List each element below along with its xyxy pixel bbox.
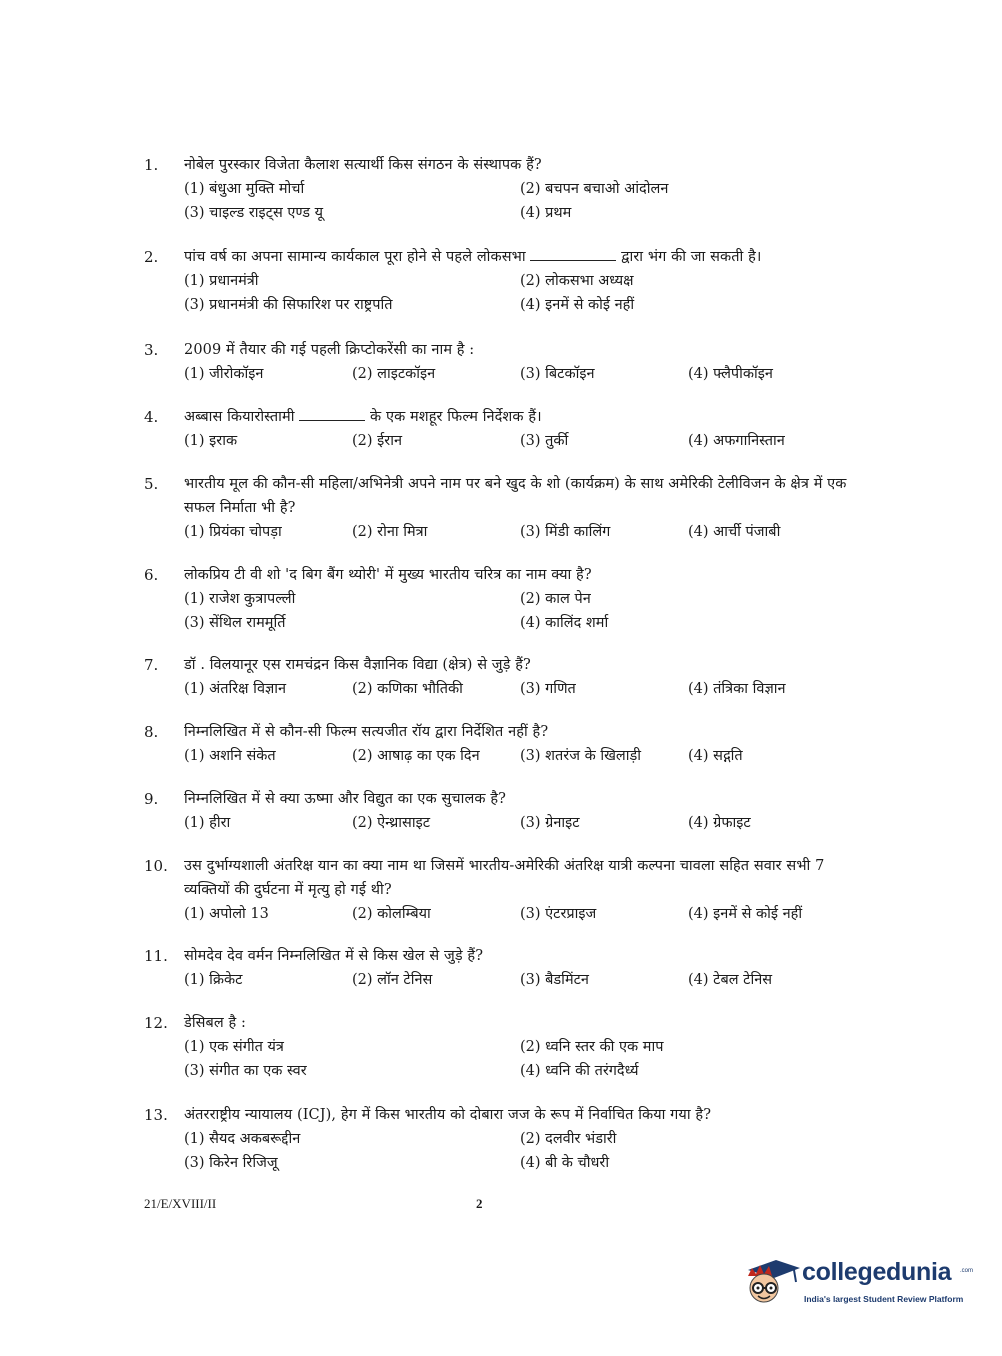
option-4: (4) ध्वनि की तरंगदैर्ध्य <box>520 1063 639 1079</box>
question-text: सोमदेव देव वर्मन निम्नलिखित में से किस खेल से जुड़े हैं? <box>184 948 484 964</box>
option-3: (3) किरेन रिजिजू <box>184 1155 278 1171</box>
collegedunia-watermark <box>742 1252 972 1314</box>
option-2: (2) लाइटकॉइन <box>352 366 436 382</box>
student-mascot-icon <box>742 1252 802 1312</box>
brand-dotcom: .com <box>960 1268 974 1274</box>
option-4: (4) कालिंद शर्मा <box>520 615 609 631</box>
option-3: (3) संगीत का एक स्वर <box>184 1063 307 1079</box>
option-1: (1) बंधुआ मुक्ति मोर्चा <box>184 181 305 197</box>
question-text: भारतीय मूल की कौन-सी महिला/अभिनेत्री अपने नाम पर बने खुद के शो (कार्यक्रम) के साथ अमेरिकी टेलीविजन के क्षेत्र में एक सफल निर्माता भी है? <box>184 476 847 516</box>
question-text: उस दुर्भाग्यशाली अंतरिक्ष यान का क्या नाम था जिसमें भारतीय-अमेरिकी अंतरिक्ष यात्री कल्पना चावला सहित सवार सभी 7 व्यक्तियों की दुर्घटना में मृत्यु हो गई थी? <box>184 858 825 898</box>
question-5 <box>144 472 864 544</box>
option-4: (4) बी के चौधरी <box>520 1155 610 1171</box>
question-number: 2. <box>144 248 159 266</box>
option-3: (3) शतरंज के खिलाड़ी <box>520 748 642 764</box>
option-1: (1) प्रियंका चोपड़ा <box>184 524 282 540</box>
question-9 <box>144 787 864 835</box>
question-text: निम्नलिखित में से कौन-सी फिल्म सत्यजीत रॉय द्वारा निर्देशित नहीं है? <box>184 724 549 740</box>
option-3: (3) सेंथिल राममूर्ति <box>184 615 286 631</box>
question-1 <box>144 153 864 225</box>
option-4: (4) ग्रेफाइट <box>688 815 751 831</box>
question-number: 8. <box>144 723 159 741</box>
question-text: अंतरराष्ट्रीय न्यायालय (ICJ), हेग में किस भारतीय को दोबारा जज के रूप में निर्वाचित किया गया है? <box>184 1107 712 1123</box>
question-text-before-blank: अब्बास कियारोस्तामी <box>184 409 295 425</box>
question-text: निम्नलिखित में से क्या ऊष्मा और विद्युत का एक सुचालक है? <box>184 791 507 807</box>
option-3: (3) गणित <box>520 681 576 697</box>
option-4: (4) फ्लैपीकॉइन <box>688 366 773 382</box>
question-text: लोकप्रिय टी वी शो 'द बिग बैंग थ्योरी' में मुख्य भारतीय चरित्र का नाम क्या है? <box>184 567 592 583</box>
question-13 <box>144 1103 864 1175</box>
option-3: (3) तुर्की <box>520 433 569 449</box>
option-1: (1) अशनि संकेत <box>184 748 276 764</box>
question-number: 4. <box>144 408 159 426</box>
question-number: 6. <box>144 566 159 584</box>
question-2 <box>144 245 864 317</box>
option-1: (1) इराक <box>184 433 238 449</box>
question-number: 12. <box>144 1014 168 1032</box>
question-7 <box>144 653 864 701</box>
option-4: (4) इनमें से कोई नहीं <box>688 906 803 922</box>
option-2: (2) कणिका भौतिकी <box>352 681 463 697</box>
option-4: (4) इनमें से कोई नहीं <box>520 297 635 313</box>
question-11 <box>144 944 864 992</box>
option-3: (3) बैडमिंटन <box>520 972 589 988</box>
brand-name: collegedunia <box>802 1258 952 1286</box>
option-1: (1) क्रिकेट <box>184 972 243 988</box>
option-2: (2) लोकसभा अध्यक्ष <box>520 273 634 289</box>
option-4: (4) तंत्रिका विज्ञान <box>688 681 786 697</box>
question-12 <box>144 1011 864 1083</box>
question-text <box>184 245 864 269</box>
question-text: डॉ . विलयानूर एस रामचंद्रन किस वैज्ञानिक विद्या (क्षेत्र) से जुड़े हैं? <box>184 657 531 673</box>
question-8 <box>144 720 864 768</box>
paper-code: 21/E/XVIII/II <box>144 1196 217 1211</box>
option-3: (3) प्रधानमंत्री की सिफारिश पर राष्ट्रपति <box>184 297 393 313</box>
question-3 <box>144 338 864 386</box>
option-1: (1) प्रधानमंत्री <box>184 273 259 289</box>
option-2: (2) काल पेन <box>520 591 591 607</box>
option-2: (2) ध्वनि स्तर की एक माप <box>520 1039 664 1055</box>
page-number: 2 <box>476 1196 483 1211</box>
option-1: (1) अंतरिक्ष विज्ञान <box>184 681 287 697</box>
question-6 <box>144 563 864 635</box>
option-2: (2) दलवीर भंडारी <box>520 1131 617 1147</box>
question-number: 5. <box>144 475 159 493</box>
option-3: (3) एंटरप्राइज <box>520 906 597 922</box>
option-2: (2) बचपन बचाओ आंदोलन <box>520 181 669 197</box>
option-3: (3) मिंडी कालिंग <box>520 524 611 540</box>
question-text-before-blank: पांच वर्ष का अपना सामान्य कार्यकाल पूरा होने से पहले लोकसभा <box>184 249 526 265</box>
option-2: (2) ईरान <box>352 433 403 449</box>
question-text-after-blank: के एक मशहूर फिल्म निर्देशक हैं। <box>370 409 542 425</box>
option-3: (3) ग्रेनाइट <box>520 815 580 831</box>
option-1: (1) अपोलो 13 <box>184 906 269 922</box>
fill-in-blank <box>299 406 365 421</box>
option-2: (2) लॉन टेनिस <box>352 972 433 988</box>
question-number: 11. <box>144 947 168 965</box>
option-1: (1) राजेश कुत्रापल्ली <box>184 591 296 607</box>
question-10 <box>144 854 864 926</box>
option-2: (2) ऐन्थ्रासाइट <box>352 815 431 831</box>
question-text: डेसिबल है : <box>184 1015 247 1031</box>
option-1: (1) एक संगीत यंत्र <box>184 1039 284 1055</box>
option-2: (2) कोलम्बिया <box>352 906 431 922</box>
option-2: (2) आषाढ़ का एक दिन <box>352 748 480 764</box>
question-number: 13. <box>144 1106 168 1124</box>
question-text: 2009 में तैयार की गई पहली क्रिप्टोकरेंसी का नाम है : <box>184 342 475 358</box>
option-4: (4) आर्ची पंजाबी <box>688 524 781 540</box>
option-4: (4) सद्गति <box>688 748 743 764</box>
option-4: (4) टेबल टेनिस <box>688 972 773 988</box>
question-number: 9. <box>144 790 159 808</box>
option-3: (3) बिटकॉइन <box>520 366 595 382</box>
question-number: 10. <box>144 857 168 875</box>
option-3: (3) चाइल्ड राइट्स एण्ड यू <box>184 205 324 221</box>
question-text-after-blank: द्वारा भंग की जा सकती है। <box>621 249 762 265</box>
option-1: (1) जीरोकॉइन <box>184 366 264 382</box>
brand-tagline: India's largest Student Review Platform <box>804 1294 964 1304</box>
option-4: (4) प्रथम <box>520 205 572 221</box>
question-text: नोबेल पुरस्कार विजेता कैलाश सत्यार्थी किस संगठन के संस्थापक हैं? <box>184 157 542 173</box>
question-number: 7. <box>144 656 159 674</box>
option-1: (1) सैयद अकबरूद्दीन <box>184 1131 301 1147</box>
question-number: 1. <box>144 156 159 174</box>
option-4: (4) अफगानिस्तान <box>688 433 785 449</box>
question-number: 3. <box>144 341 159 359</box>
fill-in-blank <box>530 246 616 261</box>
option-1: (1) हीरा <box>184 815 231 831</box>
option-2: (2) रोना मित्रा <box>352 524 428 540</box>
question-text <box>184 405 864 429</box>
question-4 <box>144 405 864 453</box>
